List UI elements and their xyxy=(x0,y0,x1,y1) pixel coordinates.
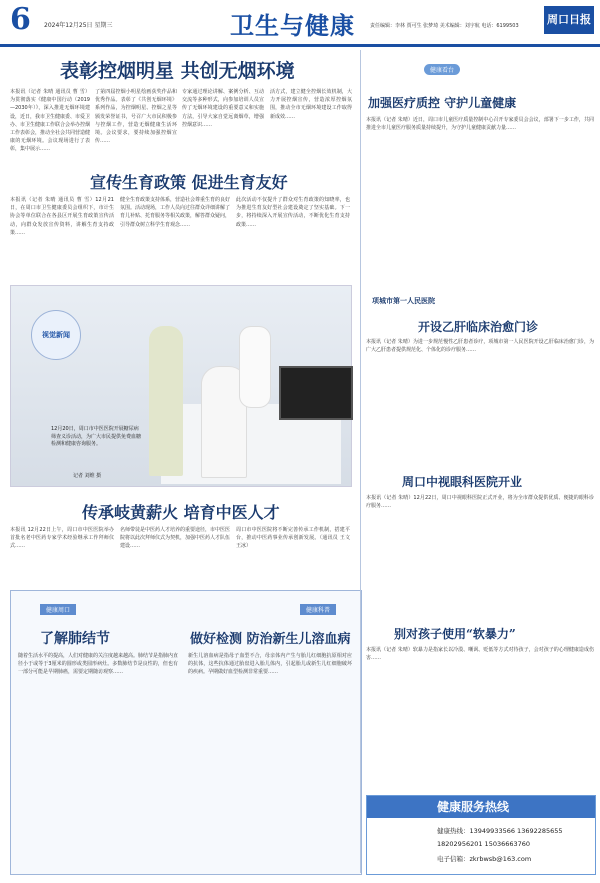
hepatitis-clinic-text: 本报讯（记者 朱晴）为进一步规范慢性乙肝患者诊疗，项城市第一人民医院开设乙肝临床治愈门诊，为广大乙肝患者提供规范化、个体化的诊疗服务…… xyxy=(366,339,594,354)
photo-caption: 12月20日，周口市中医医院开展糖尿病筛查义诊活动，为广大市民提供免费血糖检测和健康咨询服务。 xyxy=(51,426,142,447)
hotline-box xyxy=(366,795,596,875)
editor-credits: 责任编辑：李林 贾可生 张梦琦 美术编辑：刘宇航 电话：6199503 xyxy=(370,23,519,29)
second-headline: 宣传生育政策 促进生育友好 xyxy=(90,173,288,192)
quality-control-headline: 加强医疗质控 守护儿童健康 xyxy=(368,96,517,110)
lead-text-col1: 本报讯（记者 朱晴 通讯员 曹 雪）为贯彻落实《健康中国行动（2019—2030年）》，深入推进无烟环境建设，近日，我市卫生健康委、市爱卫办、市卫生健康工作联合会举办控烟工作表彰会，推动全社会共同营造健康的无烟环境。会议现场进行了表彰，集中展示…… xyxy=(10,89,90,153)
hospital-subtitle: 项城市第一人民医院 xyxy=(372,297,435,305)
hotline-email: 电子信箱：zkrbwsb@163.com xyxy=(437,855,532,863)
second-text-col1: 本报讯（记者 朱晴 通讯员 曹 雪）12月21日，在周口市卫生健康委员会组织下，市计生协会等单位联合在各县区开展生育政策宣传活动，向群众发放宣传资料，讲解生育支持政策…… xyxy=(10,197,114,236)
hotline-title: 健康服务热线 xyxy=(367,796,595,818)
person-shape xyxy=(149,326,183,476)
lead-text-col2: 了第四届控烟小明星绘画获奖作品和优秀作品。表彰了《共创无烟环境》系列作品，为控烟明星、控烟之星等颁发荣誉证书，号召广大市民积极参与控烟工作，营造无烟健康生活环境。会议要求，要持续加强控烟宣传…… xyxy=(95,89,177,145)
column-divider xyxy=(360,50,361,873)
lead-text-col3: 专家通过理论讲解、案例分析、互动交流等多种形式，向参加培训人员宣传了无烟环境建设的重要意义和实施方法，引导大家自觉远离烟草，增强控烟意识…… xyxy=(182,89,264,128)
visual-news-badge: 视觉新闻 xyxy=(31,310,81,360)
monitor-shape xyxy=(279,366,353,420)
photo-credit: 记者 刘维 摄 xyxy=(73,473,102,479)
newborn-hemolysis-text: 新生儿溶血病是指母子血型不合，母亲体内产生与胎儿红细胞抗原相对应的抗体，这些抗体通过胎盘进入胎儿体内，引起胎儿或新生儿红细胞破坏的疾病。孕期做好血型检测非常重要…… xyxy=(188,653,352,676)
tcm-text-col3: 周口市中医医院将不断完善传承工作机制，搭建平台，推动中医药事业传承创新发展。（通讯员 王文 王冰） xyxy=(236,527,350,550)
doctor-shape xyxy=(239,326,271,408)
health-zhoukou-badge: 健康周口 xyxy=(40,604,76,615)
issue-date: 2024年12月25日 星期三 xyxy=(44,22,113,29)
lead-text-col4: 活方式，建立健全控烟长效机制，大力开展控烟宣传，营造浓厚控烟氛围，推动全市无烟环境建设工作取得新成效…… xyxy=(270,89,352,120)
page-header xyxy=(0,0,600,47)
lead-headline: 表彰控烟明星 共创无烟环境 xyxy=(60,60,295,82)
tcm-headline: 传承岐黄薪火 培育中医人才 xyxy=(82,503,280,522)
newborn-hemolysis-headline: 做好检测 防治新生儿溶血病 xyxy=(190,632,351,647)
hepatitis-clinic-headline: 开设乙肝临床治愈门诊 xyxy=(418,320,539,334)
soft-violence-headline: 别对孩子使用“软暴力” xyxy=(394,627,516,641)
tcm-text-col1: 本报讯 12月22日上午，周口市中医医院举办首批名老中医药专家学术经验继承工作拜师仪式…… xyxy=(10,527,114,550)
lung-nodule-text: 随着生活水平的提高，人们对健康的关注度越来越高。肺结节是指肺内直径小于或等于3厘米的圆形或类圆形病灶。多数肺结节是良性的，但也有一部分可能是早期肺癌，需要定期随访观察…… xyxy=(18,653,178,676)
hotline-phones-1: 健康热线：13949933566 13692285655 xyxy=(437,827,563,835)
eye-hospital-headline: 周口中视眼科医院开业 xyxy=(402,475,523,489)
tcm-text-col2: 名师带徒是中医药人才培养的重要途径，市中医医院将以此次拜师仪式为契机，加强中医药人才队伍建设…… xyxy=(120,527,230,550)
lung-nodule-headline: 了解肺结节 xyxy=(40,631,110,647)
newspaper-logo: 周口日报 xyxy=(544,6,594,34)
section-title: 卫生与健康 xyxy=(230,11,355,40)
quality-control-text: 本报讯（记者 朱晴）近日，周口市儿童医疗质量控制中心召开专家委员会会议，部署下一步工作，共同推进全市儿童医疗服务质量持续提升，为守护儿童健康贡献力量…… xyxy=(366,117,594,132)
hotline-phones-2: 18202956201 15036663760 xyxy=(437,840,531,848)
eye-hospital-text: 本报讯（记者 朱晴）12月22日，周口中视眼科医院正式开业，将为全市群众提供优质、便捷的眼科诊疗服务…… xyxy=(366,495,594,510)
second-text-col2: 健全生育政策支持体系，营造社会尊重生育的良好氛围。活动现场，工作人员向过往群众详细讲解了育儿补贴、托育服务等相关政策，解答群众疑问，引导群众树立科学生育观念…… xyxy=(120,197,230,228)
news-photo xyxy=(10,285,352,487)
health-spotlight-badge: 健康看台 xyxy=(424,64,460,75)
page-number: 6 xyxy=(10,2,31,37)
second-text-col3: 此次活动不仅提升了群众对生育政策的知晓率，也为推进生育友好型社会建设奠定了坚实基础。下一步，将持续深入开展宣传活动，不断优化生育支持政策…… xyxy=(236,197,350,228)
soft-violence-text: 本报讯（记者 朱晴）软暴力是指家长以冷漠、嘲讽、贬低等方式对待孩子，会对孩子的心理健康造成伤害…… xyxy=(366,647,594,662)
health-science-badge: 健康科普 xyxy=(300,604,336,615)
